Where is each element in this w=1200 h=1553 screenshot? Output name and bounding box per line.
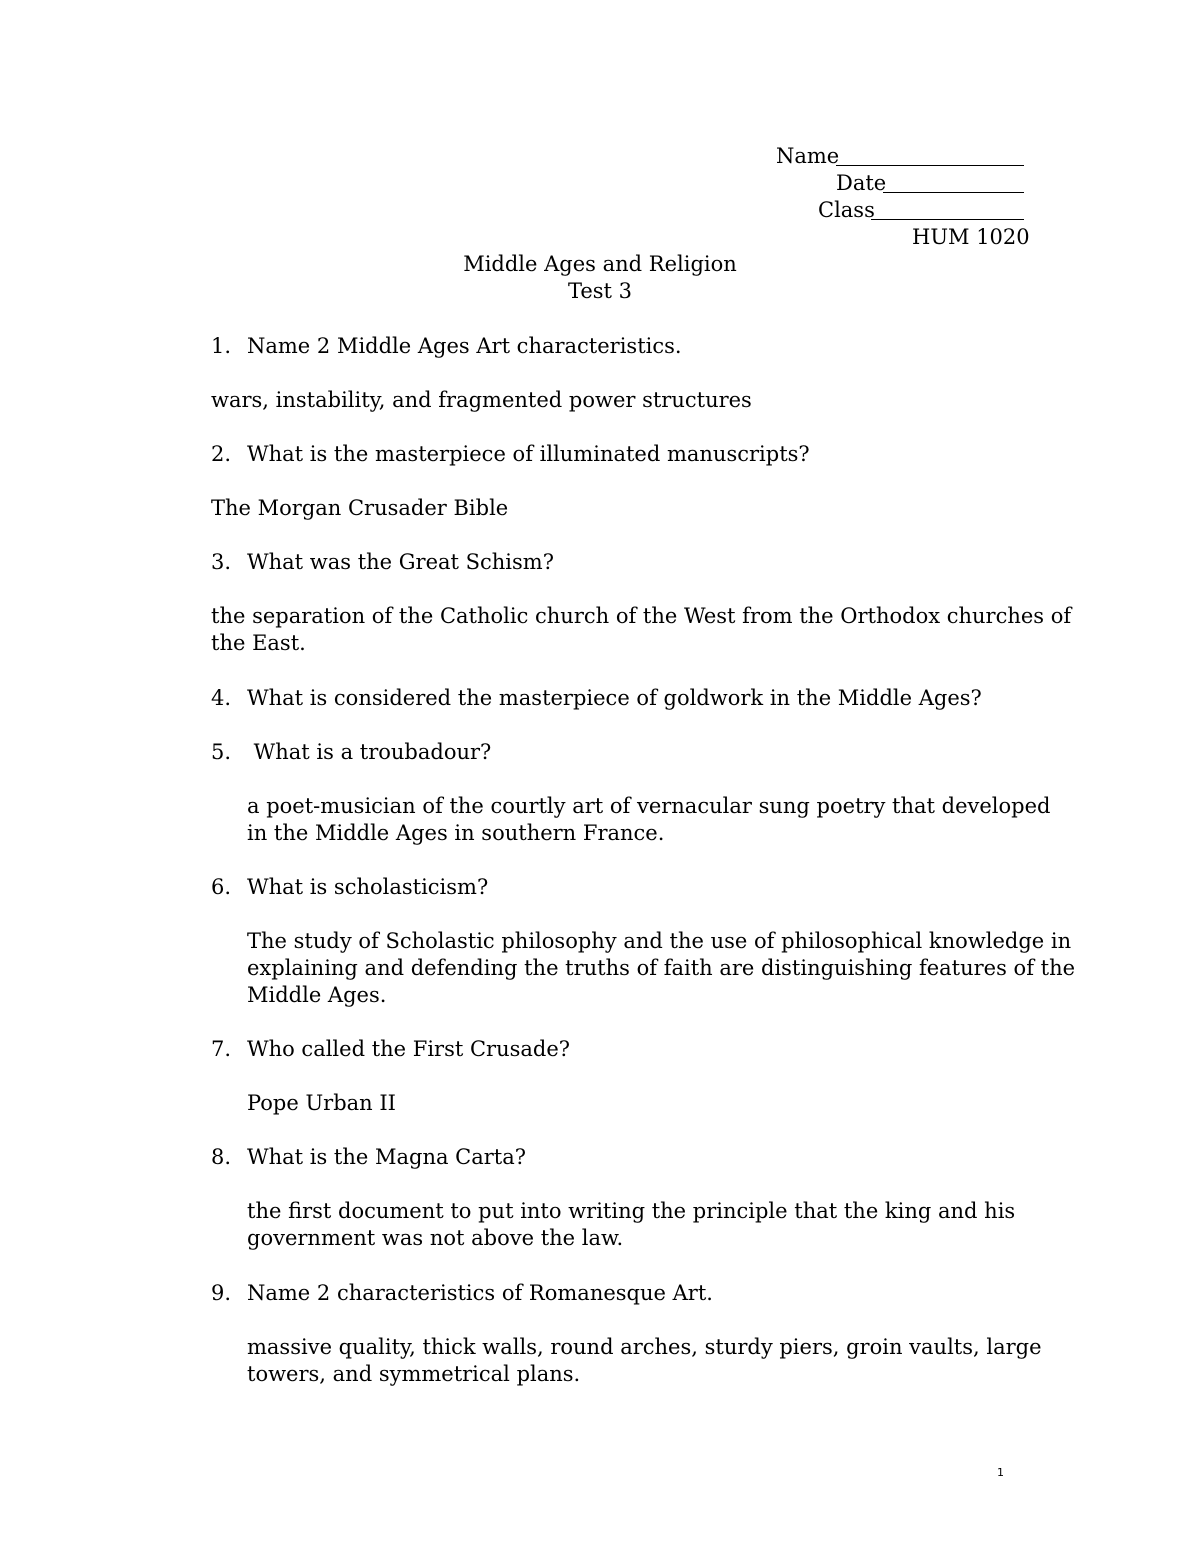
question-5 [211,739,491,766]
question-6 [211,874,488,901]
answer-6-line-1: The study of Scholastic philosophy and the use of philosophical knowledge in [247,929,1072,953]
question-number: 8. [211,1145,232,1169]
question-text: What was the Great Schism? [247,550,554,574]
answer-6-line-3: Middle Ages. [247,983,387,1007]
question-3 [211,549,554,576]
class-blank-line [871,219,1024,220]
question-1 [211,333,682,360]
answer-6-line-2: explaining and defending the truths of faith are distinguishing features of the [247,956,1076,980]
question-text: Name 2 characteristics of Romanesque Art. [247,1281,713,1305]
question-9 [211,1280,713,1307]
test-title: Middle Ages and Religion [463,252,737,276]
answer-9-line-1: massive quality, thick walls, round arches, sturdy piers, groin vaults, large [247,1335,1042,1359]
answer-7-line-1: Pope Urban II [247,1091,396,1115]
question-text: Name 2 Middle Ages Art characteristics. [247,334,682,358]
question-text: What is the Magna Carta? [247,1145,527,1169]
answer-5-line-2: in the Middle Ages in southern France. [247,821,665,845]
answer-2-line-1: The Morgan Crusader Bible [211,496,509,520]
question-2 [211,441,810,468]
question-text: What is the masterpiece of illuminated manuscripts? [247,442,810,466]
name-blank-line [836,165,1024,166]
question-number: 9. [211,1281,232,1305]
answer-9-line-2: towers, and symmetrical plans. [247,1362,581,1386]
question-8 [211,1144,526,1171]
question-text: What is considered the masterpiece of goldwork in the Middle Ages? [247,686,982,710]
answer-8-line-2: government was not above the law. [247,1226,624,1250]
date-blank-line [883,192,1024,193]
answer-3-line-1: the separation of the Catholic church of the West from the Orthodox churches of [211,604,1072,628]
test-subtitle: Test 3 [567,279,633,303]
question-number: 5. [211,740,232,764]
page-number: 1 [997,1466,1004,1479]
question-number: 3. [211,550,232,574]
question-4 [211,685,982,712]
course-code: HUM 1020 [912,225,1030,249]
question-text: What is a troubadour? [247,740,492,764]
question-number: 1. [211,334,232,358]
question-number: 6. [211,875,232,899]
class-label: Class [818,198,875,222]
question-number: 2. [211,442,232,466]
date-label: Date [836,171,887,195]
answer-3-line-2: the East. [211,631,306,655]
name-label: Name [776,144,840,168]
question-7 [211,1036,570,1063]
question-number: 4. [211,686,232,710]
answer-8-line-1: the first document to put into writing the principle that the king and his [247,1199,1016,1223]
question-text: What is scholasticism? [247,875,489,899]
question-number: 7. [211,1037,232,1061]
question-text: Who called the First Crusade? [247,1037,571,1061]
answer-1-line-1: wars, instability, and fragmented power structures [211,388,752,412]
answer-5-line-1: a poet-musician of the courtly art of vernacular sung poetry that developed [247,794,1051,818]
